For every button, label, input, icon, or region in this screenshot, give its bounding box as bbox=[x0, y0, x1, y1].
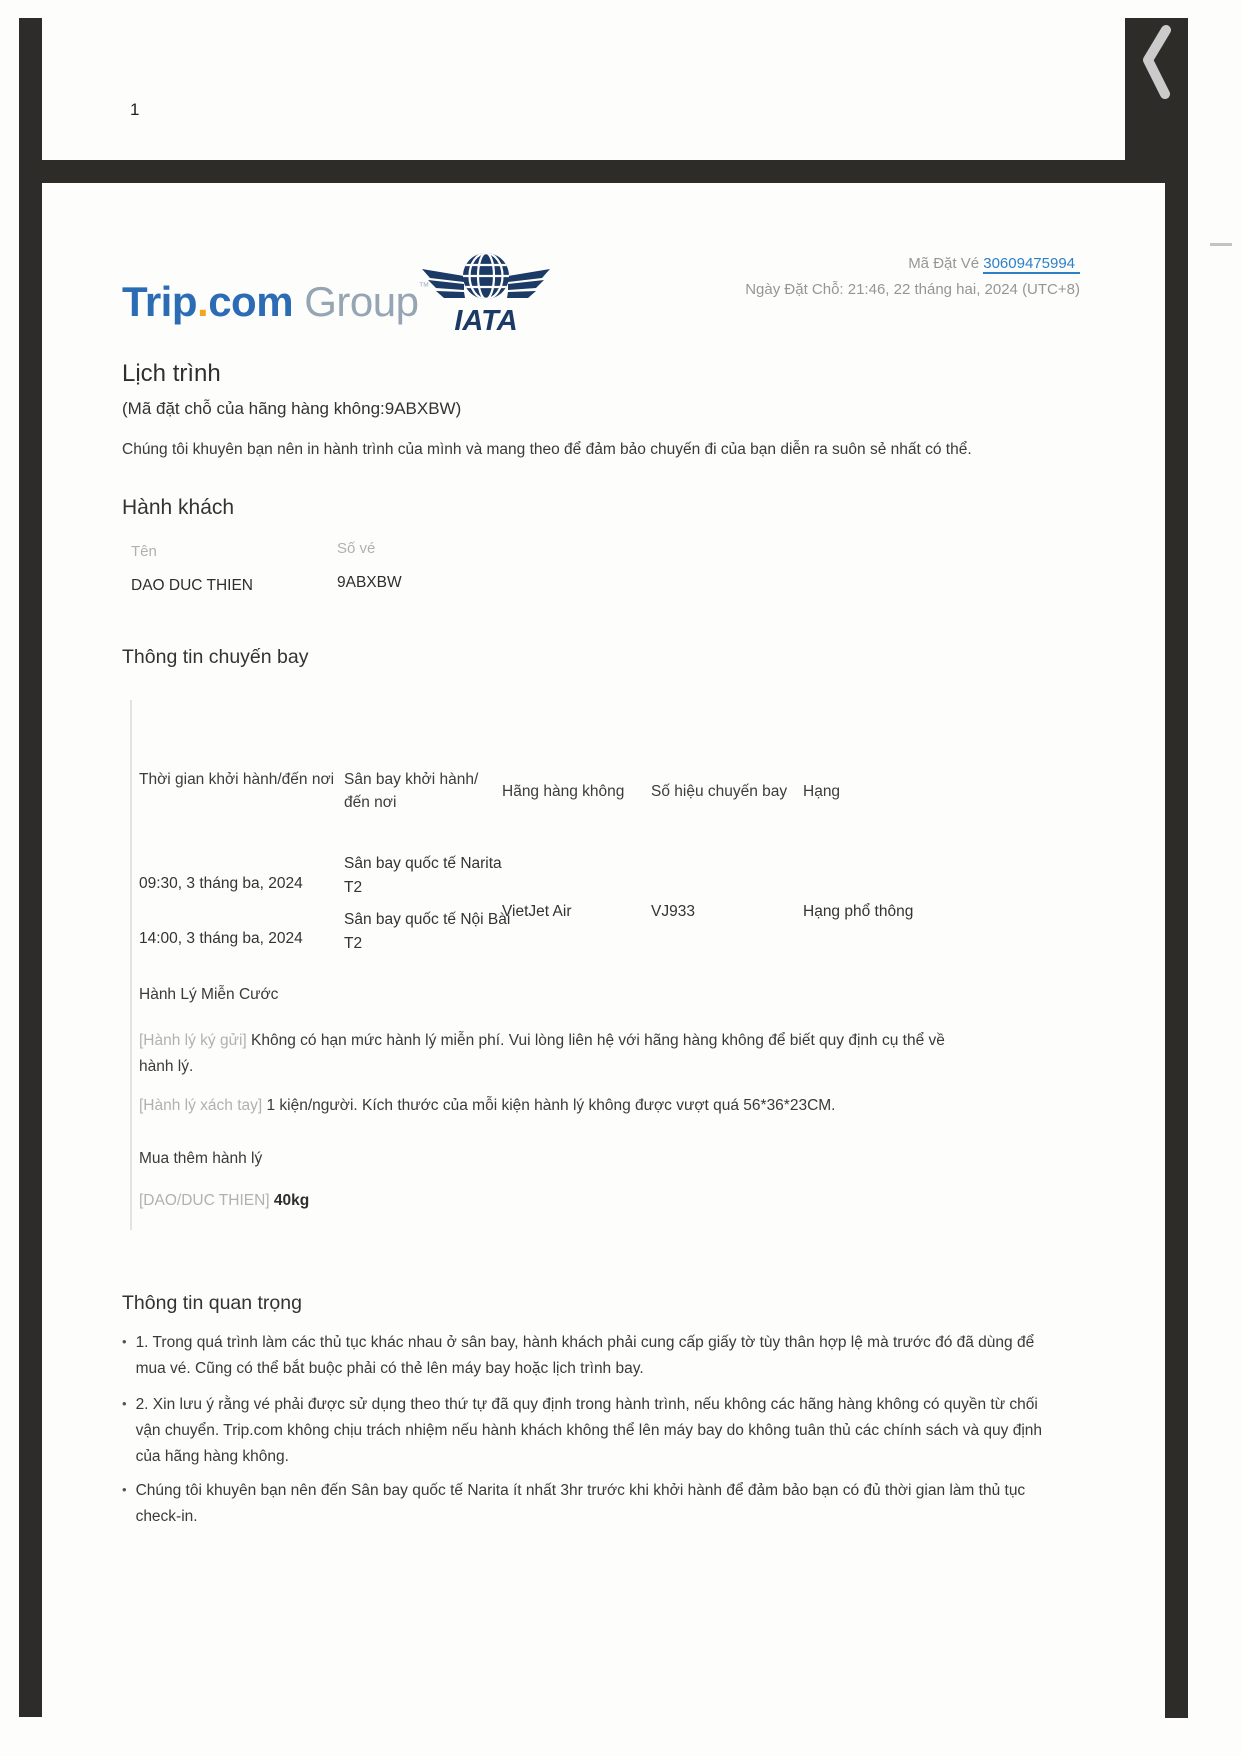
checked-baggage-text: Không có hạn mức hành lý miễn phí. Vui lòng liên hệ với hãng hàng không để biết quy định cụ thể về hành lý. bbox=[139, 1032, 945, 1075]
scan-dash-artifact bbox=[1210, 243, 1232, 246]
logo-group-text: Group bbox=[304, 278, 419, 325]
important-item-2 bbox=[122, 1392, 1052, 1470]
iata-wordmark: IATA bbox=[454, 305, 518, 334]
logo-com-text: com bbox=[208, 278, 294, 325]
extra-baggage-info bbox=[139, 1188, 309, 1214]
bullet-icon: • bbox=[122, 1482, 127, 1497]
free-baggage-title: Hành Lý Miễn Cước bbox=[139, 986, 279, 1003]
extra-baggage-passenger-label: [DAO/DUC THIEN] bbox=[139, 1192, 270, 1209]
checked-baggage-info bbox=[139, 1028, 954, 1080]
bullet-icon: • bbox=[122, 1396, 127, 1411]
tripcom-group-logo bbox=[122, 278, 429, 326]
important-item-text: Chúng tôi khuyên bạn nên đến Sân bay quốc tế Narita ít nhất 3hr trước khi khởi hành để đảm bảo bạn có đủ thời gian làm thủ tục check-in. bbox=[135, 1482, 1026, 1525]
flight-info-section-title: Thông tin chuyến bay bbox=[122, 646, 309, 668]
booking-info bbox=[560, 255, 1080, 298]
important-item-3 bbox=[122, 1478, 1052, 1530]
arrival-time: 14:00, 3 tháng ba, 2024 bbox=[139, 930, 303, 947]
checked-baggage-label: [Hành lý ký gửi] bbox=[139, 1032, 247, 1049]
logo-dot: . bbox=[197, 278, 209, 325]
passenger-name: DAO DUC THIEN bbox=[131, 577, 254, 594]
important-info-title: Thông tin quan trọng bbox=[122, 1292, 302, 1314]
scan-edge-top bbox=[20, 160, 1125, 183]
itinerary-note: Chúng tôi khuyên bạn nên in hành trình của mình và mang theo để đảm bảo chuyến đi của bạn diễn ra suôn sẻ nhất có thể. bbox=[122, 441, 972, 458]
passenger-section-title: Hành khách bbox=[122, 496, 235, 519]
col-header-class: Hạng bbox=[803, 783, 841, 800]
chevron-left-icon bbox=[1139, 22, 1175, 114]
trademark-symbol: ™ bbox=[418, 281, 429, 293]
important-item-1 bbox=[122, 1330, 1052, 1382]
scan-edge-right bbox=[1165, 183, 1188, 1718]
departure-airport: Sân bay quốc tế Narita T2 bbox=[344, 855, 502, 896]
carryon-baggage-info bbox=[139, 1093, 954, 1119]
extra-baggage-weight: 40kg bbox=[269, 1192, 310, 1209]
departure-time: 09:30, 3 tháng ba, 2024 bbox=[139, 875, 303, 892]
col-header-flight-number: Số hiệu chuyến bay bbox=[651, 783, 788, 800]
carryon-baggage-text: 1 kiện/người. Kích thước của mỗi kiện hành lý không được vượt quá 56*36*23CM. bbox=[262, 1097, 836, 1114]
flight-info-left-rule bbox=[130, 700, 132, 1230]
itinerary-title: Lịch trình bbox=[122, 360, 221, 387]
passenger-ticket-number: 9ABXBW bbox=[337, 574, 402, 591]
col-header-time: Thời gian khởi hành/đến nơi bbox=[139, 771, 335, 788]
carryon-baggage-label: [Hành lý xách tay] bbox=[139, 1097, 263, 1114]
airline-name: VietJet Air bbox=[502, 903, 572, 920]
extra-baggage-title: Mua thêm hành lý bbox=[139, 1150, 263, 1167]
booking-code-link[interactable]: 30609475994 bbox=[983, 255, 1080, 274]
booking-date: Ngày Đặt Chỗ: 21:46, 22 tháng hai, 2024 (UTC+8) bbox=[745, 281, 1080, 298]
airline-booking-code: (Mã đặt chỗ của hãng hàng không:9ABXBW) bbox=[122, 399, 462, 418]
passenger-ticket-label: Số vé bbox=[337, 540, 376, 557]
important-item-text: 1. Trong quá trình làm các thủ tục khác nhau ở sân bay, hành khách phải cung cấp giấy tờ tùy thân hợp lệ mà trước đó đã dùng để mua vé. Cũng có thể bắt buộc phải có thẻ lên máy bay hoặc lịch trình bay. bbox=[135, 1334, 1035, 1377]
booking-code-label: Mã Đặt Vé bbox=[908, 255, 980, 272]
passenger-name-label: Tên bbox=[131, 543, 157, 560]
logo-trip-text: Trip bbox=[122, 278, 198, 325]
scan-edge-left bbox=[19, 18, 42, 1717]
col-header-airline: Hãng hàng không bbox=[502, 783, 625, 800]
page-corner-fold bbox=[1125, 18, 1188, 183]
iata-logo bbox=[420, 248, 552, 339]
col-header-airport: Sân bay khởi hành/đến nơi bbox=[344, 771, 479, 811]
flight-number: VJ933 bbox=[651, 903, 695, 920]
important-item-text: 2. Xin lưu ý rằng vé phải được sử dụng theo thứ tự đã quy định trong hành trình, nếu không các hãng hàng không có quyền từ chối vận chuyển. Trip.com không chịu trách nhiệm nếu hành khách không thể lên máy bay do không tuân thủ các chính sách và quy định của hãng hàng không. bbox=[135, 1396, 1043, 1465]
page-number: 1 bbox=[130, 100, 140, 119]
cabin-class: Hạng phổ thông bbox=[803, 903, 914, 920]
bullet-icon: • bbox=[122, 1334, 127, 1349]
arrival-airport: Sân bay quốc tế Nội Bài T2 bbox=[344, 911, 511, 952]
